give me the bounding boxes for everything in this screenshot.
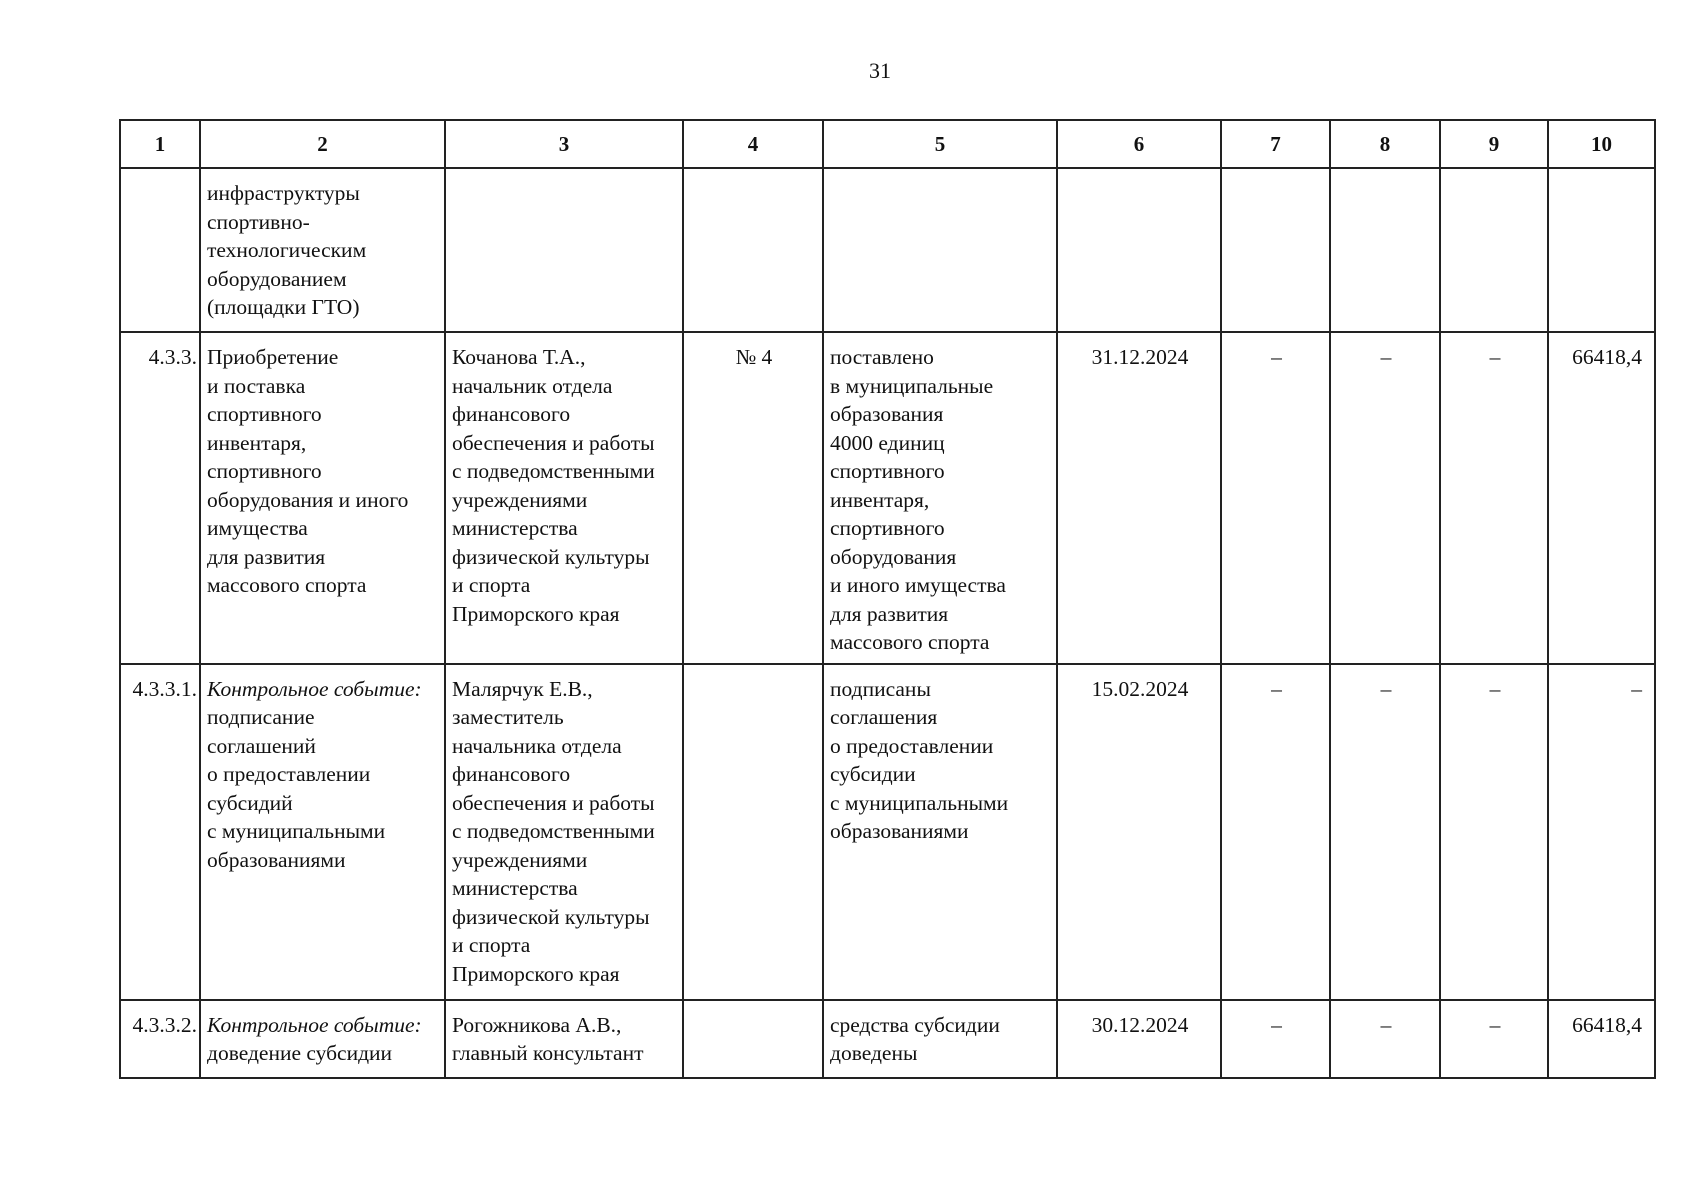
name-text: Приобретение и поставка спортивного инвентаря, спортивного оборудования и иного имущества для развития массового спорта: [207, 345, 409, 597]
column-header: 8: [1330, 120, 1440, 168]
column-header: 5: [823, 120, 1057, 168]
cell-col7: [1221, 168, 1330, 332]
cell-col7: –: [1221, 1000, 1330, 1078]
cell-result: средства субсидии доведены: [823, 1000, 1057, 1078]
cell-col10: –: [1548, 664, 1655, 1000]
cell-col10: [1548, 168, 1655, 332]
column-header: 7: [1221, 120, 1330, 168]
column-header: 2: [200, 120, 445, 168]
cell-name: [200, 332, 445, 664]
cell-col4: [683, 168, 823, 332]
page-number: 31: [869, 58, 891, 83]
header-row: [120, 120, 1655, 168]
cell-col8: –: [1330, 332, 1440, 664]
event-label: Контрольное событие:: [207, 1012, 422, 1037]
table-row: [120, 168, 1655, 332]
cell-number: 4.3.3.1.: [120, 664, 200, 1000]
cell-col10: 66418,4: [1548, 332, 1655, 664]
cell-responsible: Малярчук Е.В., заместитель начальника отдела финансового обеспечения и работы с подведомственными учреждениями министерства физической культуры и спорта Приморского края: [445, 664, 683, 1000]
cell-result: [823, 168, 1057, 332]
table-row: [120, 1000, 1655, 1078]
name-text: инфраструктуры спортивно- технологическим оборудованием (площадки ГТО): [207, 181, 367, 319]
cell-col9: –: [1440, 664, 1548, 1000]
cell-col9: –: [1440, 1000, 1548, 1078]
column-header: 1: [120, 120, 200, 168]
table-row: [120, 664, 1655, 1000]
column-header: 4: [683, 120, 823, 168]
event-label: Контрольное событие:: [207, 676, 422, 701]
column-header: 3: [445, 120, 683, 168]
cell-date: 15.02.2024: [1057, 664, 1221, 1000]
cell-col8: –: [1330, 664, 1440, 1000]
cell-col8: [1330, 168, 1440, 332]
column-header: 9: [1440, 120, 1548, 168]
cell-date: 30.12.2024: [1057, 1000, 1221, 1078]
cell-col4: [683, 664, 823, 1000]
column-header: 10: [1548, 120, 1655, 168]
table-row: [120, 332, 1655, 664]
cell-name: [200, 168, 445, 332]
plan-table: [119, 119, 1656, 1079]
cell-number: 4.3.3.: [120, 332, 200, 664]
cell-result: поставлено в муниципальные образования 4000 единиц спортивного инвентаря, спортивного оборудования и иного имущества для развития массового спорта: [823, 332, 1057, 664]
cell-result: подписаны соглашения о предоставлении субсидии с муниципальными образованиями: [823, 664, 1057, 1000]
name-text: доведение субсидии: [207, 1041, 393, 1065]
cell-name: [200, 664, 445, 1000]
cell-col7: –: [1221, 332, 1330, 664]
cell-responsible: Рогожникова А.В., главный консультант: [445, 1000, 683, 1078]
cell-col8: –: [1330, 1000, 1440, 1078]
cell-date: 31.12.2024: [1057, 332, 1221, 664]
column-header: 6: [1057, 120, 1221, 168]
name-text: подписание соглашений о предоставлении субсидий с муниципальными образованиями: [207, 705, 386, 872]
cell-col4: [683, 1000, 823, 1078]
cell-col4: № 4: [683, 332, 823, 664]
cell-responsible: [445, 168, 683, 332]
cell-col10: 66418,4: [1548, 1000, 1655, 1078]
cell-date: [1057, 168, 1221, 332]
cell-responsible: Кочанова Т.А., начальник отдела финансового обеспечения и работы с подведомственными учреждениями министерства физической культуры и спорта Приморского края: [445, 332, 683, 664]
cell-number: [120, 168, 200, 332]
cell-col7: –: [1221, 664, 1330, 1000]
cell-col9: [1440, 168, 1548, 332]
cell-col9: –: [1440, 332, 1548, 664]
cell-name: [200, 1000, 445, 1078]
cell-number: 4.3.3.2.: [120, 1000, 200, 1078]
